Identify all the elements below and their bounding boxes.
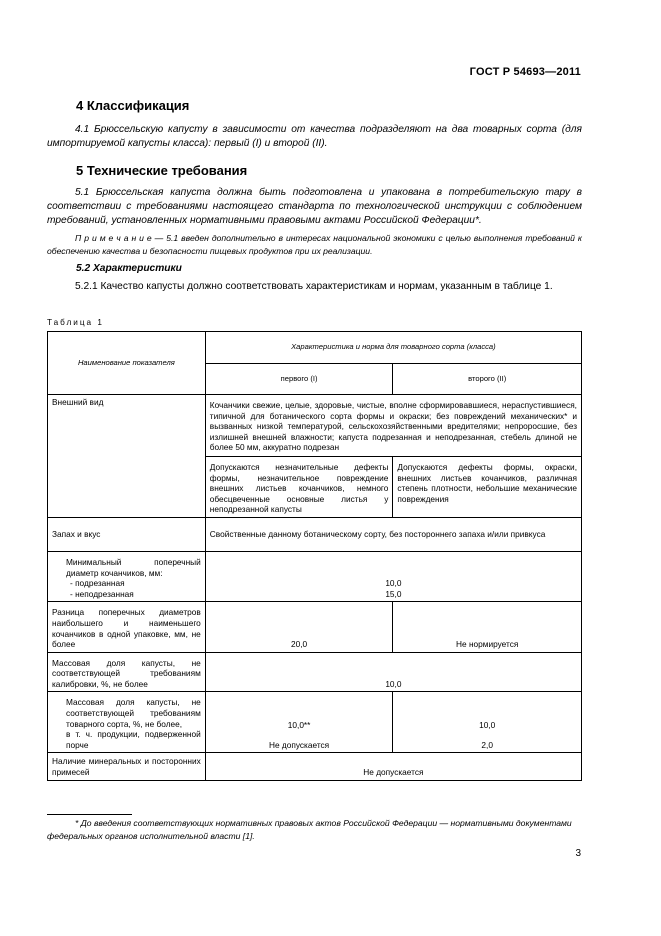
paragraph-5-1: 5.1 Брюссельская капуста должна быть подготовлена и упакована в потребительскую тару в соответствии с требованиями настоящего стандарта по технологической инструкции с соблюдением требований, установленных нормативными правовыми актами Российской Федерации*.: [47, 187, 582, 226]
row-min-diameter-values: [205, 551, 581, 601]
header-second-grade: второго (II): [393, 364, 582, 395]
section-4-title: 4 Классификация: [76, 98, 190, 113]
row-grade-mismatch-name: [48, 692, 206, 753]
row-min-diameter-trimmed: - подрезанная: [70, 578, 125, 589]
row-grade-mismatch-second-value: 10,0: [479, 720, 496, 731]
row-appearance-second: Допускаются дефекты формы, окраски, внешних листьев кочанчиков, различная степень плотности, небольшие механические повреждения: [393, 456, 582, 517]
row-impurities-name: Наличие минеральных и посторонних примесей: [48, 753, 206, 780]
row-diameter-diff-first: 20,0: [205, 602, 393, 652]
section-5-title: 5 Технические требования: [76, 163, 248, 178]
header-indicator-name: Наименование показателя: [48, 332, 206, 395]
row-grade-mismatch-second-spoiled: 2,0: [481, 739, 493, 750]
table-caption: Таблица 1: [47, 318, 104, 327]
row-min-diameter-value-untrimmed: 15,0: [385, 588, 402, 599]
row-diameter-diff-name: Разница поперечных диаметров наибольшего и наименьшего кочанчиков в одной упаковке, мм, не более: [48, 602, 206, 652]
characteristics-table: [47, 331, 582, 781]
paragraph-5-2-1: 5.2.1 Качество капусты должно соответствовать характеристикам и нормам, указанным в таблице 1.: [75, 281, 553, 292]
document-standard-header: ГОСТ Р 54693—2011: [469, 66, 581, 78]
paragraph-4-1: 4.1 Брюссельскую капусту в зависимости от качества подразделяют на два товарных сорта (для импортируемой капусты класса): первый (I) и второй (II).: [47, 124, 582, 149]
footnote: * До введения соответствующих нормативных правовых актов Российской Федерации — нормативными документами федеральных органов исполнительной власти [1].: [47, 818, 572, 841]
row-min-diameter-untrimmed: - неподрезанная: [70, 588, 134, 599]
row-grade-mismatch-first-spoiled: Не допускается: [268, 739, 330, 750]
header-grade-group: Характеристика и норма для товарного сорта (класса): [205, 332, 581, 364]
row-calibration-value: 10,0: [205, 652, 581, 692]
subsection-5-2-title: 5.2 Характеристики: [76, 263, 182, 274]
row-grade-mismatch-second: [393, 692, 582, 753]
row-appearance-first: Допускаются незначительные дефекты формы, незначительное повреждение внешних листьев кочанчиков, немного обесцвеченные основные листья у неподрезанной капусты: [205, 456, 393, 517]
row-min-diameter-value-trimmed: 10,0: [385, 578, 402, 589]
row-grade-mismatch-label: Массовая доля капусты, не соответствующей требованиям товарного сорта, %, не более,: [66, 697, 201, 729]
row-grade-mismatch-first: [205, 692, 393, 753]
note-5-1: П р и м е ч а н и е — 5.1 введен дополнительно в интересах национальной экономики с целью выполнения требований к обеспечению качества и безопасности пищевых продуктов при их реализации.: [47, 233, 582, 256]
row-impurities-value: Не допускается: [205, 753, 581, 780]
row-smell-value: Свойственные данному ботаническому сорту, без постороннего запаха и/или привкуса: [205, 517, 581, 551]
row-calibration-name: Массовая доля капусты, не соответствующей требованиям калибровки, %, не более: [48, 652, 206, 692]
row-min-diameter-name: [48, 551, 206, 601]
row-min-diameter-label: Минимальный поперечный диаметр кочанчиков, мм:: [66, 556, 201, 578]
footnote-divider: [47, 814, 132, 815]
row-appearance-common: Кочанчики свежие, целые, здоровые, чистые, вполне сформировавшиеся, нераспустившиеся, типичной для ботанического сорта формы и окраски; без повреждений механических* и вызванных низкой температурой, сельскохозяйственными вредителями; непроросшие, без излишней внешней влажности; капуста подрезанная и неподрезанная, стебель длиной не более 50 мм, аккуратно подрезан: [205, 395, 581, 457]
header-first-grade: первого (I): [205, 364, 393, 395]
row-diameter-diff-second: Не нормируется: [393, 602, 582, 652]
row-appearance-name: Внешний вид: [48, 395, 206, 518]
row-grade-mismatch-first-value: 10,0**: [287, 720, 311, 731]
row-grade-mismatch-spoiled-label: в т. ч. продукции, подверженной порче: [66, 729, 201, 750]
row-smell-name: Запах и вкус: [48, 517, 206, 551]
page-number: 3: [575, 848, 581, 859]
